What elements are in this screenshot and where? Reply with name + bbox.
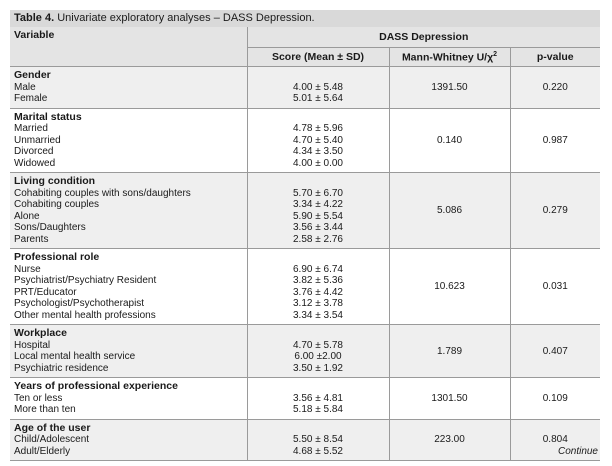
- variable-cell: [10, 419, 247, 461]
- p-value: 0.804: [510, 419, 600, 461]
- score-value: 5.70 ± 6.70: [293, 187, 343, 199]
- score-spacer: [248, 112, 389, 124]
- results-table: [10, 27, 600, 461]
- variable-cell: [10, 325, 247, 378]
- p-value: 0.407: [510, 325, 600, 378]
- stat-value: 5.086: [389, 173, 510, 249]
- table-row: [10, 173, 600, 249]
- score-cell: [247, 108, 389, 173]
- group-name: Workplace: [14, 327, 67, 339]
- category-label: Cohabiting couples with sons/daughters: [14, 187, 191, 199]
- stat-value: 1301.50: [389, 378, 510, 420]
- category-label: More than ten: [14, 404, 76, 415]
- score-value: 3.34 ± 3.54: [293, 309, 343, 321]
- table-row: [10, 419, 600, 461]
- category-label: Psychiatric residence: [14, 362, 109, 374]
- score-value: 4.70 ± 5.78: [293, 339, 343, 351]
- group-name: Living condition: [14, 175, 96, 187]
- category-label: Adult/Elderly: [14, 445, 71, 457]
- table-row: [10, 378, 600, 420]
- caption-text: Univariate exploratory analyses – DASS Depression.: [54, 12, 315, 24]
- score-spacer: [248, 381, 389, 393]
- score-value: 2.58 ± 2.76: [293, 233, 343, 245]
- header-score: Score (Mean ± SD): [247, 48, 389, 67]
- table-row: [10, 108, 600, 173]
- stat-value: 1391.50: [389, 67, 510, 109]
- category-label: Male: [14, 81, 36, 93]
- variable-cell: [10, 378, 247, 420]
- score-spacer: [248, 176, 389, 188]
- score-value: 3.12 ± 3.78: [293, 298, 343, 309]
- category-label: Other mental health professions: [14, 309, 156, 321]
- p-value: 0.279: [510, 173, 600, 249]
- variable-cell: [10, 67, 247, 109]
- score-value: 4.00 ± 5.48: [293, 81, 343, 93]
- score-cell: [247, 67, 389, 109]
- header-variable: Variable: [10, 27, 247, 67]
- category-label: Parents: [14, 233, 49, 245]
- category-label: PRT/Educator: [14, 286, 77, 298]
- category-label: Cohabiting couples: [14, 199, 100, 210]
- score-cell: [247, 173, 389, 249]
- variable-cell: [10, 173, 247, 249]
- category-label: Psychologist/Psychotherapist: [14, 298, 145, 309]
- table-row: [10, 249, 600, 325]
- header-group: DASS Depression: [247, 27, 600, 48]
- score-value: 5.18 ± 5.84: [293, 404, 343, 415]
- category-label: Sons/Daughters: [14, 222, 86, 233]
- category-label: Child/Adolescent: [14, 434, 90, 445]
- score-value: 4.34 ± 3.50: [293, 146, 343, 157]
- score-value: 5.90 ± 5.54: [293, 210, 343, 222]
- score-value: 5.50 ± 8.54: [293, 434, 343, 445]
- score-spacer: [248, 252, 389, 264]
- category-label: Alone: [14, 210, 40, 222]
- score-cell: [247, 249, 389, 325]
- p-value: 0.987: [510, 108, 600, 173]
- score-value: 3.76 ± 4.42: [293, 286, 343, 298]
- category-label: Married: [14, 123, 48, 134]
- table-row: [10, 325, 600, 378]
- stat-value: 0.140: [389, 108, 510, 173]
- score-cell: [247, 378, 389, 420]
- stat-value: 1.789: [389, 325, 510, 378]
- category-label: Nurse: [14, 263, 41, 275]
- p-value: 0.109: [510, 378, 600, 420]
- group-name: Age of the user: [14, 421, 91, 434]
- score-spacer: [248, 423, 389, 435]
- header-p-value: p-value: [510, 48, 600, 67]
- score-value: 3.56 ± 4.81: [293, 392, 343, 404]
- table-row: [10, 67, 600, 109]
- stat-value: 10.623: [389, 249, 510, 325]
- caption-label: Table 4.: [14, 12, 55, 24]
- group-name: Gender: [14, 69, 51, 81]
- variable-cell: [10, 249, 247, 325]
- continue-note: Continue: [557, 446, 598, 457]
- score-cell: [247, 419, 389, 461]
- score-value: 3.50 ± 1.92: [293, 362, 343, 374]
- category-label: Ten or less: [14, 392, 63, 404]
- group-name: Years of professional experience: [14, 380, 178, 392]
- p-value: 0.220: [510, 67, 600, 109]
- score-spacer: [248, 328, 389, 340]
- score-value: 4.78 ± 5.96: [293, 123, 343, 134]
- variable-cell: [10, 108, 247, 173]
- category-label: Unmarried: [14, 134, 61, 146]
- stat-value: 223.00: [389, 419, 510, 461]
- category-label: Psychiatrist/Psychiatry Resident: [14, 275, 157, 286]
- score-value: 3.82 ± 5.36: [293, 275, 343, 286]
- table-caption: [10, 10, 600, 27]
- category-label: Divorced: [14, 146, 54, 157]
- score-value: 4.70 ± 5.40: [293, 134, 343, 146]
- score-value: 5.01 ± 5.64: [293, 93, 343, 104]
- group-name: Professional role: [14, 251, 100, 263]
- score-value: 3.34 ± 4.22: [293, 199, 343, 210]
- header-mann-whitney: Mann-Whitney $U/\chi^2$: [389, 48, 510, 67]
- score-value: 4.68 ± 5.52: [293, 445, 343, 457]
- category-label: Hospital: [14, 339, 51, 351]
- score-value: 4.00 ± 0.00: [293, 157, 343, 169]
- p-value: 0.031: [510, 249, 600, 325]
- score-value: 3.56 ± 3.44: [293, 222, 343, 233]
- score-cell: [247, 325, 389, 378]
- category-label: Local mental health service: [14, 351, 136, 362]
- category-label: Widowed: [14, 157, 56, 169]
- table-body: [10, 67, 600, 461]
- category-label: Female: [14, 93, 48, 104]
- score-value: 6.00 ±2.00: [294, 351, 342, 362]
- group-name: Marital status: [14, 110, 82, 123]
- score-value: 6.90 ± 6.74: [293, 263, 343, 275]
- score-spacer: [248, 70, 389, 82]
